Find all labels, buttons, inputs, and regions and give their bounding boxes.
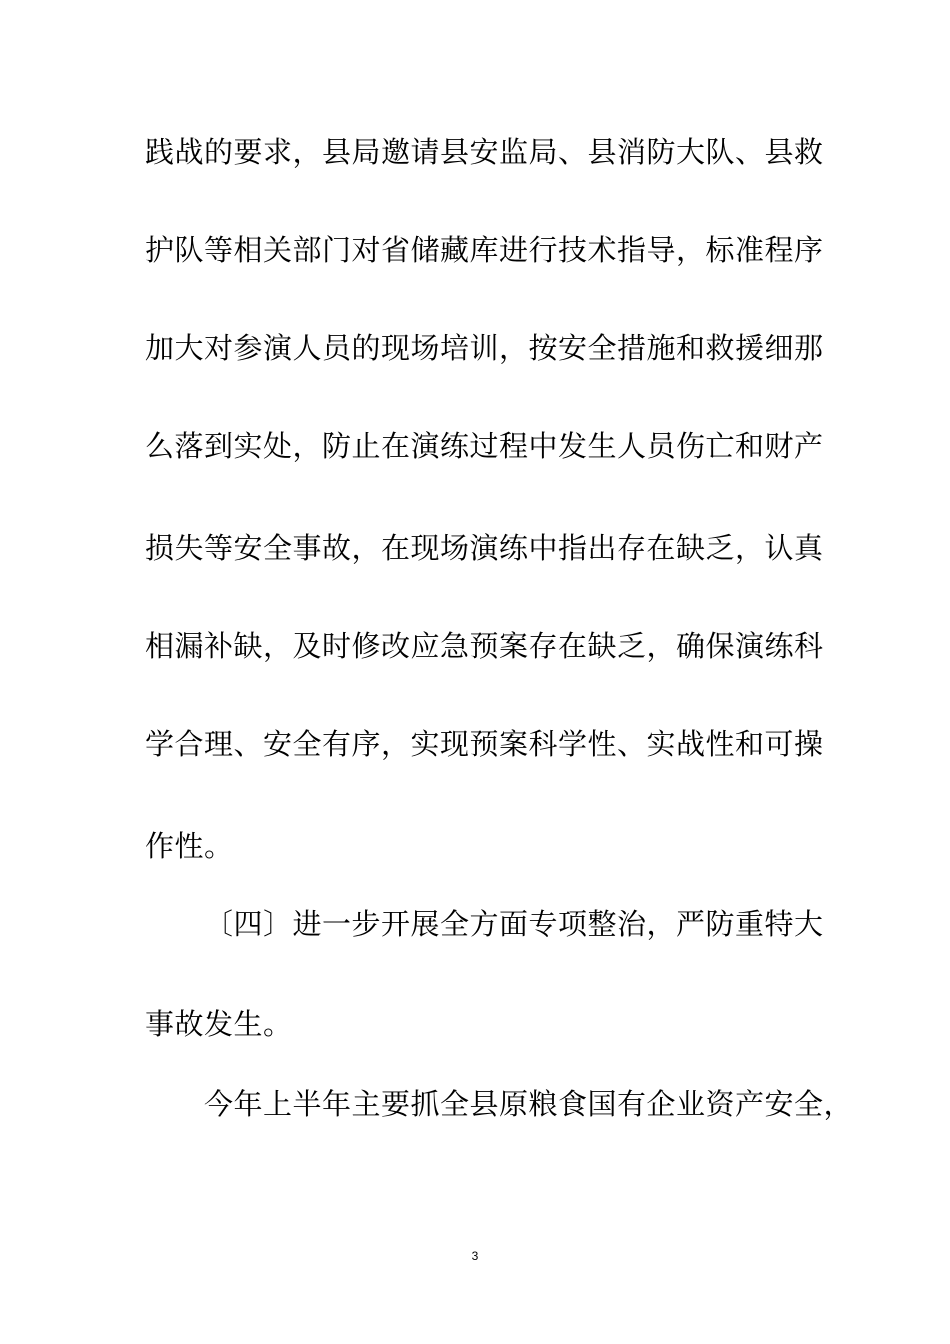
section-heading-line: 事故发生。: [145, 1007, 293, 1041]
body-text-line: 护队等相关部门对省储藏库进行技术指导，标准程序: [145, 233, 824, 267]
body-text-line: 损失等安全事故，在现场演练中指出存在缺乏，认真: [145, 531, 824, 565]
body-text-line: 今年上半年主要抓全县原粮食国有企业资产安全，: [204, 1087, 854, 1121]
body-text-line: 么落到实处，防止在演练过程中发生人员伤亡和财产: [145, 429, 824, 463]
section-heading-line: 〔四〕进一步开展全方面专项整治，严防重特大: [204, 907, 824, 941]
body-text-line: 相漏补缺，及时修改应急预案存在缺乏，确保演练科: [145, 629, 824, 663]
page-number: 3: [471, 1249, 479, 1263]
body-text-line: 加大对参演人员的现场培训，按安全措施和救援细那: [145, 331, 824, 365]
body-text-line: 践战的要求，县局邀请县安监局、县消防大队、县救: [145, 135, 824, 169]
body-text-line: 学合理、安全有序，实现预案科学性、实战性和可操: [145, 727, 824, 761]
body-text-line: 作性。: [145, 829, 234, 863]
